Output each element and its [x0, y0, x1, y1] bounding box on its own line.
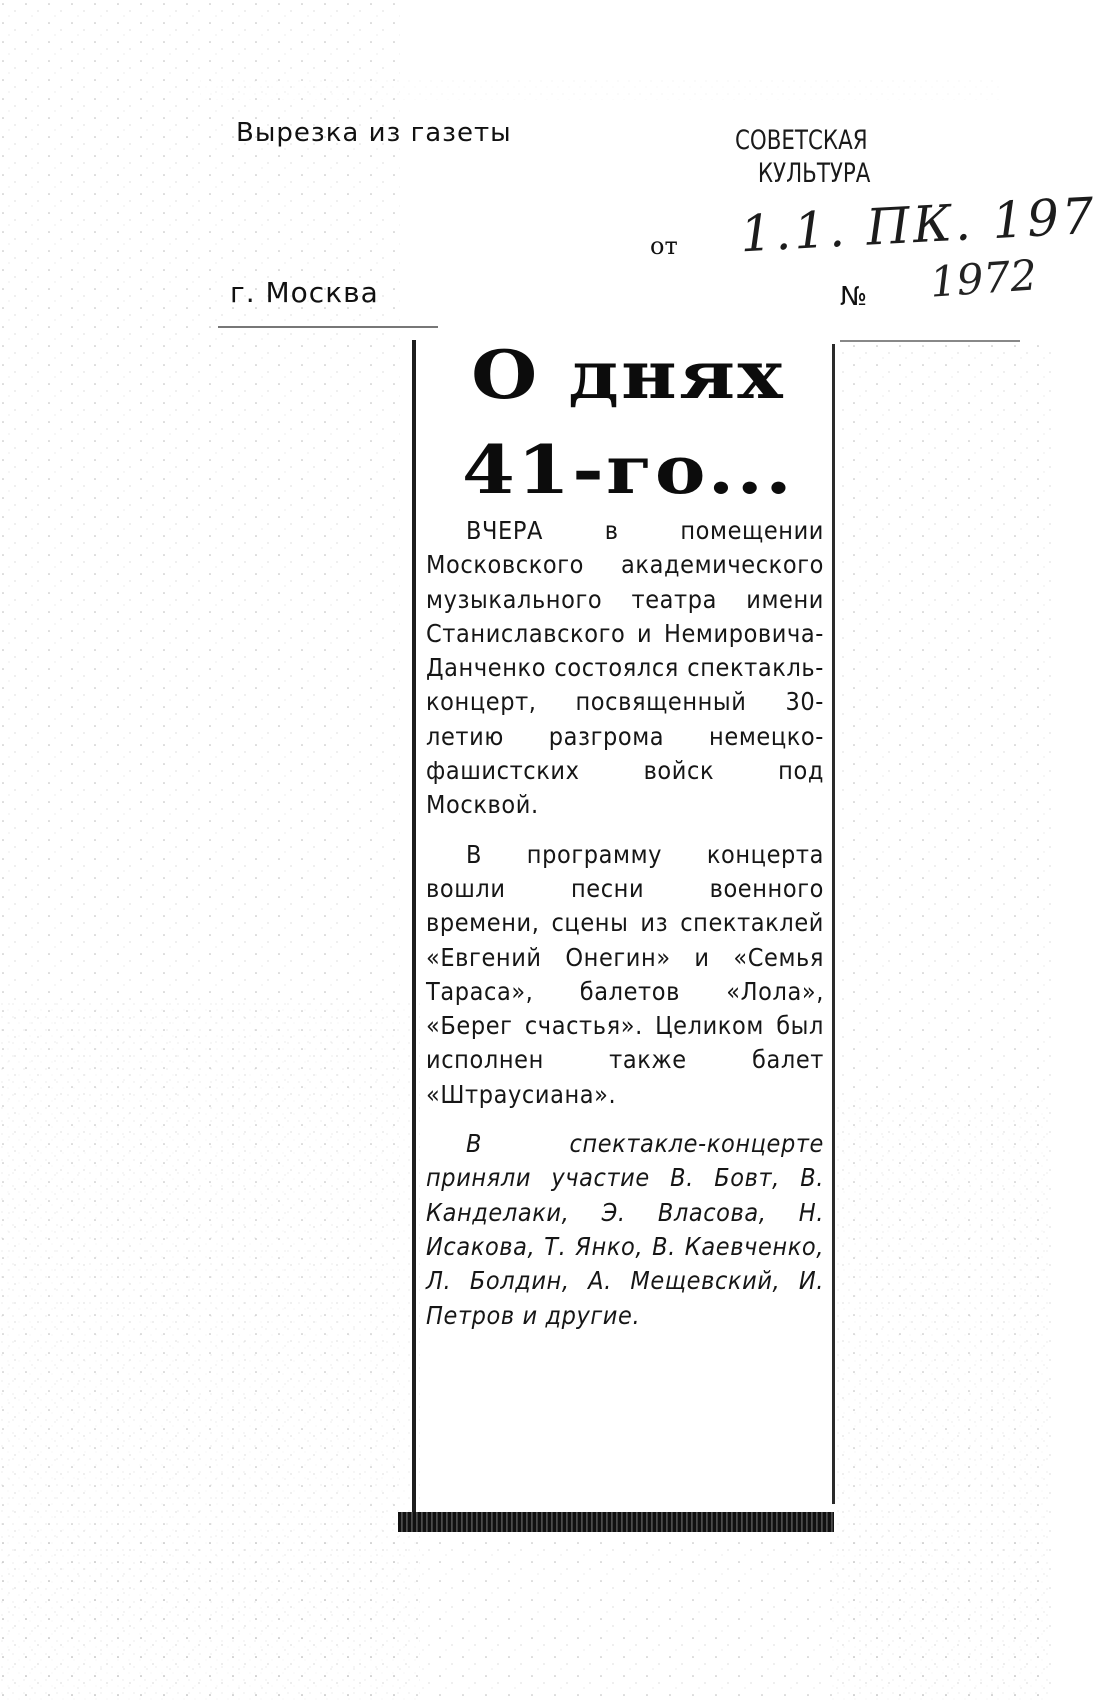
article-body: [426, 514, 824, 1348]
article-paragraph-2: В программу концерта вошли песни военного времени, сцены из спектаклей «Евгений Онегин» и «Семья Тараса», балетов «Лола», «Берег счастья». Целиком был исполнен также балет «Штраусиана».: [426, 839, 824, 1109]
date-handwritten: 1.1. ПК. 197: [738, 186, 1098, 264]
headline-line1: О днях: [471, 336, 785, 414]
city-label: г. Москва: [230, 276, 379, 309]
newspaper-name-line2: КУЛЬТУРА: [757, 158, 871, 189]
clipping-bottom-rule: [398, 1512, 834, 1532]
newspaper-name-line1: СОВЕТСКАЯ: [735, 125, 868, 156]
cut-line-left: [218, 326, 438, 328]
number-prefix: №: [840, 282, 868, 312]
newspaper-name: [735, 124, 911, 190]
year-handwritten: 1972: [928, 250, 1039, 307]
article-paragraph-3: В спектакле-концерте приняли участие В. Бовт, В. Канделаки, Э. Власова, Н. Исакова, Т. Янко, В. Каевченко, Л. Болдин, А. Мещевский, И. Петров и другие.: [426, 1129, 824, 1330]
headline-line2: 41-го...: [462, 431, 794, 509]
article-paragraph-1: ВЧЕРА в помещении Московского академического музыкального театра имени Станиславского и Немировича-Данченко состоялся спектакль-концерт, посвященный 30-летию разгрома немецко-фашистских войск под Москвой.: [426, 516, 824, 820]
clipping-label: Вырезка из газеты: [236, 118, 512, 148]
date-prefix: от: [650, 232, 678, 260]
cut-line-right: [840, 340, 1020, 342]
article-headline: [428, 330, 828, 520]
